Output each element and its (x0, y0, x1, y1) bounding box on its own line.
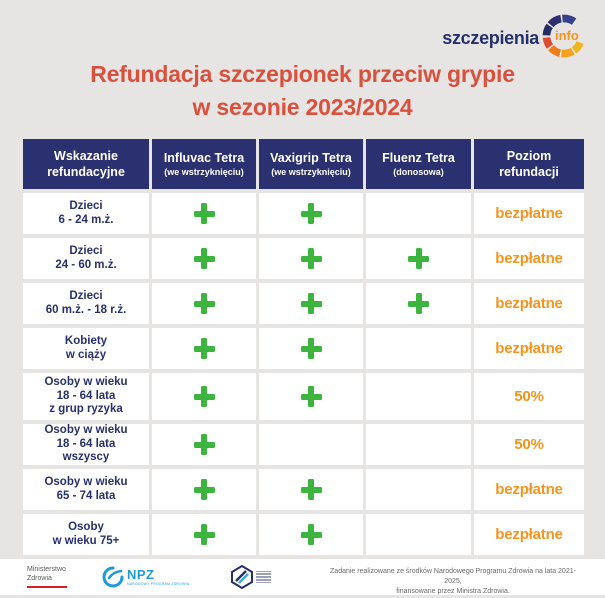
column-header-4 (474, 139, 584, 189)
row-label-line: 24 - 60 m.ż. (55, 258, 117, 271)
refund-level-text: bezpłatne (495, 295, 563, 312)
column-header-line: refundacyjne (47, 165, 125, 179)
column-header-subtitle: (donosowa) (393, 166, 444, 177)
vaccine-cell-row3-col0 (152, 328, 256, 369)
row-label-line: Dzieci (69, 199, 103, 212)
page-title (0, 58, 605, 123)
row-label-line: 18 - 64 lata (56, 437, 116, 450)
column-header-line: Wskazanie (54, 148, 118, 163)
row-label-line: Osoby w wieku (44, 475, 128, 488)
row-label-line: Osoby w wieku (44, 424, 128, 437)
vaccine-cell-row0-col0 (152, 193, 256, 234)
column-header-0 (23, 139, 149, 189)
funding-note (323, 567, 583, 597)
niph-logo-text-lines (256, 570, 271, 584)
logo-info-text: info (555, 28, 579, 43)
plus-icon (301, 293, 322, 314)
vaccine-cell-row1-col0 (152, 238, 256, 279)
plus-icon (194, 248, 215, 269)
funding-note-line2: finansowane przez Ministra Zdrowia. (396, 588, 510, 596)
mz-logo-line1: Ministerstwo (27, 566, 66, 574)
row-label-line: z grup ryzyka (49, 403, 123, 416)
vaccine-cell-row1-col2 (366, 238, 471, 279)
column-header-line: Poziom (506, 148, 552, 163)
plus-icon (301, 248, 322, 269)
vaccine-cell-row3-col1 (259, 328, 363, 369)
row-label-line: 18 - 64 lata (56, 389, 116, 402)
vaccine-cell-row4-col2 (366, 373, 471, 420)
vaccine-cell-row6-col0 (152, 469, 256, 510)
funding-note-line1: Zadanie realizowane ze środków Narodowego Programu Zdrowia na lata 2021-2025, (330, 568, 576, 586)
row-label-line: 60 m.ż. - 18 r.ż. (45, 303, 127, 316)
plus-icon (194, 524, 215, 545)
row-label-cell (23, 193, 149, 234)
plus-icon (408, 248, 429, 269)
refund-level-text: bezpłatne (495, 250, 563, 267)
vaccine-cell-row2-col1 (259, 283, 363, 324)
vaccine-cell-row7-col2 (366, 514, 471, 555)
refund-level-cell (474, 328, 584, 369)
row-label-line: Dzieci (69, 289, 103, 302)
npz-logo-text: NPZ (127, 567, 155, 582)
column-header-line: Vaxigrip Tetra (270, 150, 352, 165)
plus-icon (194, 338, 215, 359)
refund-level-text: 50% (514, 436, 544, 453)
plus-icon (194, 434, 215, 455)
vaccine-cell-row1-col1 (259, 238, 363, 279)
logo-ring-icon (541, 13, 587, 59)
vaccine-cell-row6-col2 (366, 469, 471, 510)
plus-icon (194, 386, 215, 407)
vaccine-cell-row0-col1 (259, 193, 363, 234)
plus-icon (408, 293, 429, 314)
row-label-line: 6 - 24 m.ż. (58, 213, 114, 226)
refund-level-text: 50% (514, 388, 544, 405)
vaccine-cell-row3-col2 (366, 328, 471, 369)
column-header-line: Fluenz Tetra (382, 150, 455, 165)
refund-level-text: bezpłatne (495, 340, 563, 357)
refund-table (23, 139, 584, 555)
row-label-line: Osoby (68, 520, 104, 533)
refund-level-cell (474, 469, 584, 510)
vaccine-cell-row5-col1 (259, 424, 363, 465)
plus-icon (301, 386, 322, 407)
column-header-subtitle: (we wstrzyknięciu) (164, 166, 244, 177)
mz-logo-line2: Zdrowia (27, 575, 52, 582)
vaccine-cell-row6-col1 (259, 469, 363, 510)
row-label-line: Osoby w wieku (44, 376, 128, 389)
plus-icon (194, 203, 215, 224)
row-label-line: w ciąży (65, 348, 107, 361)
title-line-2: w sezonie 2023/2024 (192, 93, 413, 120)
plus-icon (301, 479, 322, 500)
row-label-line: Kobiety (64, 334, 108, 347)
mz-logo-red-bar (27, 586, 67, 588)
niph-pzh-logo (231, 565, 271, 589)
npz-swoosh-icon (102, 566, 124, 588)
refund-level-cell (474, 238, 584, 279)
niph-shield-icon (231, 565, 253, 589)
row-label-cell (23, 373, 149, 420)
row-label-line: wszyscy (62, 451, 110, 464)
vaccine-cell-row4-col0 (152, 373, 256, 420)
ministry-of-health-logo (27, 566, 67, 588)
row-label-cell (23, 514, 149, 555)
refund-level-cell (474, 283, 584, 324)
plus-icon (301, 524, 322, 545)
npz-logo (102, 566, 189, 588)
vaccine-cell-row5-col0 (152, 424, 256, 465)
refund-level-text: bezpłatne (495, 205, 563, 222)
row-label-line: 65 - 74 lata (56, 489, 116, 502)
refund-level-text: bezpłatne (495, 481, 563, 498)
logo-brand-text: szczepienia (442, 27, 539, 48)
row-label-cell (23, 238, 149, 279)
column-header-3 (366, 139, 471, 189)
row-label-cell (23, 469, 149, 510)
column-header-line: Influvac Tetra (163, 150, 245, 165)
vaccine-cell-row2-col0 (152, 283, 256, 324)
column-header-line: refundacji (499, 165, 559, 179)
plus-icon (194, 479, 215, 500)
plus-icon (301, 203, 322, 224)
vaccine-cell-row7-col1 (259, 514, 363, 555)
refund-level-text: bezpłatne (495, 526, 563, 543)
row-label-cell (23, 328, 149, 369)
vaccine-cell-row5-col2 (366, 424, 471, 465)
row-label-cell (23, 424, 149, 465)
column-header-2 (259, 139, 363, 189)
vaccine-cell-row0-col2 (366, 193, 471, 234)
vaccine-cell-row4-col1 (259, 373, 363, 420)
szczepienia-info-logo (442, 13, 587, 59)
vaccine-cell-row2-col2 (366, 283, 471, 324)
column-header-1 (152, 139, 256, 189)
row-label-cell (23, 283, 149, 324)
title-line-1: Refundacja szczepionek przeciw grypie (90, 61, 515, 87)
row-label-line: w wieku 75+ (52, 534, 120, 547)
row-label-line: Dzieci (69, 244, 103, 257)
refund-level-cell (474, 424, 584, 465)
refund-level-cell (474, 373, 584, 420)
vaccine-cell-row7-col0 (152, 514, 256, 555)
refund-level-cell (474, 193, 584, 234)
refund-level-cell (474, 514, 584, 555)
column-header-subtitle: (we wstrzyknięciu) (271, 166, 351, 177)
plus-icon (301, 338, 322, 359)
plus-icon (194, 293, 215, 314)
npz-logo-subtitle: NARODOWY PROGRAM ZDROWIA (127, 582, 190, 586)
footer-bar (0, 559, 605, 595)
